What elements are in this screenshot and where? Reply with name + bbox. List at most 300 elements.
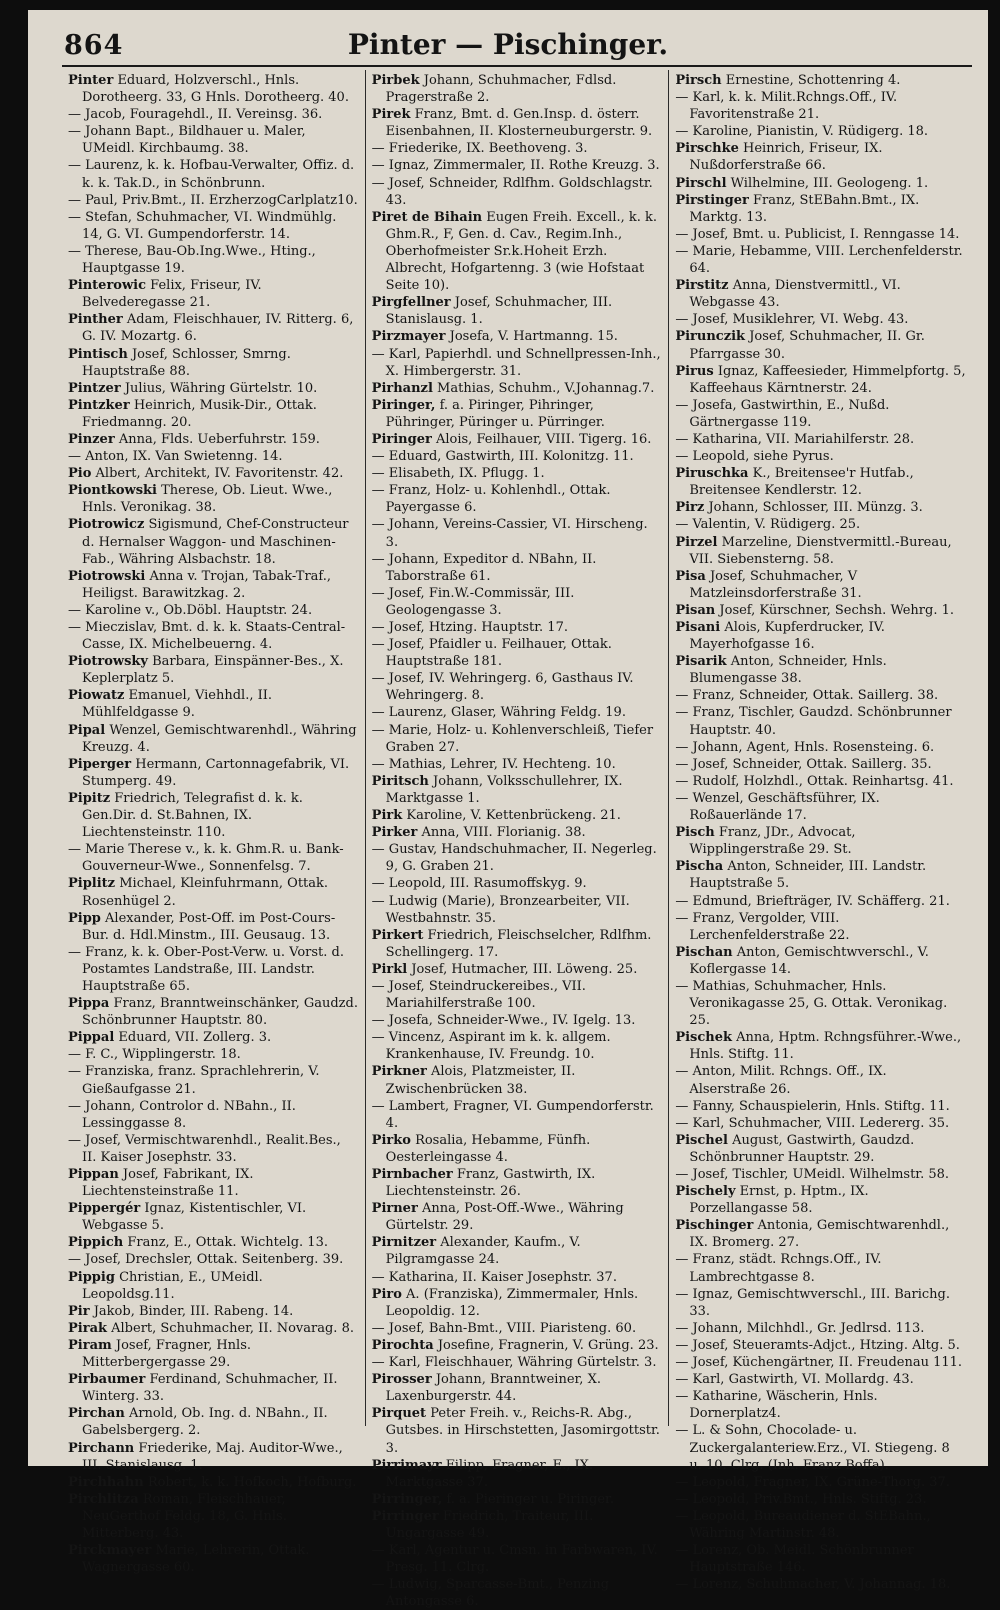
entry-details: f. a. Pieringer u. Piringer. [446,1491,614,1507]
directory-entry [675,1115,966,1132]
entry-details: — Ignaz, Gemischtwverschl., III. Barichg. 33. [675,1286,950,1319]
directory-entry [372,1269,663,1286]
entry-surname: Piplitz [68,876,116,892]
entry-details: Ernst, p. Hptm., IX. Porzellangasse 58. [689,1184,869,1217]
directory-entry [68,1320,359,1337]
entry-details: — Katharina, II. Kaiser Josephstr. 37. [371,1269,617,1285]
entry-surname: Pirkner [371,1064,427,1080]
entry-details: Josef, Schuhmacher, III. Stanislausg. 1. [385,295,613,328]
entry-surname: Pirnitzer [371,1235,437,1251]
directory-entry [675,858,966,892]
entry-details: — Leopold, III. Rasumoffskyg. 9. [371,876,587,892]
directory-entry [372,516,663,550]
entry-surname: Pipal [68,722,106,738]
directory-entry [675,1422,966,1473]
entry-details: Josefa, V. Hartmanng. 15. [449,329,618,345]
entry-surname: Piruschka [675,466,749,482]
directory-entry [68,790,359,841]
entry-details: Albert, Architekt, IV. Favoritenstr. 42. [95,466,344,482]
entry-details: Mathias, Schuhm., V.Johannag.7. [437,380,655,396]
entry-surname: Pippich [68,1235,124,1251]
directory-entry [675,175,966,192]
directory-entry [372,1286,663,1320]
entry-details: — Anton, IX. Van Swietenng. 14. [68,449,283,465]
entry-surname: Pirckmayer [68,1543,152,1559]
directory-entry [372,1029,663,1063]
directory-entry [372,209,663,294]
directory-entry [675,328,966,362]
directory-entry [675,140,966,174]
entry-details: — Mieczislav, Bmt. d. k. k. Staats-Central-Casse, IX. Michelbeuerng. 4. [68,620,346,653]
entry-details: August, Gastwirth, Gaudzd. Schönbrunner Hauptstr. 29. [689,1132,915,1165]
entry-surname: Pisch [675,825,715,841]
entry-details: Ferdinand, Schuhmacher, II. Winterg. 33. [82,1372,338,1405]
entry-surname: Piperger [68,756,132,772]
entry-details: — Josef, Fin.W.-Commissär, III. Geologengasse 3. [371,585,575,618]
directory-entry [68,619,359,653]
directory-entry [675,1183,966,1217]
entry-details: — Johann Bapt., Bildhauer u. Maler, UMeidl. Kirchbaumg. 38. [68,124,306,157]
entry-details: Anna, Hptm. Rchngsführer.-Wwe., Hnls. Stiftg. 11. [689,1030,962,1063]
directory-entry [68,1029,359,1046]
directory-entry [675,226,966,243]
entry-surname: Pirzel [675,534,718,550]
entry-details: Albert, Schuhmacher, II. Novarag. 8. [111,1320,354,1336]
entry-surname: Pirnbacher [371,1167,453,1182]
entry-details: — Mathias, Schuhmacher, Hnls. Veronikagasse 25, G. Ottak. Veronikag. 25. [675,978,948,1029]
directory-entry [372,106,663,140]
entry-details: Friedrich, Traiteur, III. Ungargasse 49. [385,1508,594,1541]
entry-details: — Karl, Fleischhauer, Währing Gürtelstr. 3. [371,1355,657,1371]
directory-entry [372,1320,663,1337]
entry-surname: Pippa [68,996,110,1012]
directory-entry [68,1166,359,1200]
directory-entry [68,397,359,431]
directory-entry [675,192,966,226]
page-header [28,20,988,70]
entry-details: Johann, Volksschullehrer, IX. Marktgasse 1. [385,773,623,806]
directory-entry [68,944,359,995]
entry-surname: Piontkowski [68,483,157,499]
entry-surname: Pirker [371,825,418,841]
entry-surname: Pischinger [675,1218,754,1234]
entry-details: Franz, Gastwirth, IX. Liechtensteinstr. 26. [385,1167,596,1200]
entry-surname: Piret de Bihain [371,209,483,225]
directory-entry [675,397,966,431]
directory-entry [675,448,966,465]
entry-details: — Ludwig (Marie), Bronzearbeiter, VII. Westbahnstr. 35. [371,893,630,926]
entry-details: — Laurenz, Glaser, Währing Feldg. 19. [371,705,626,721]
directory-column-1 [62,70,365,1576]
entry-surname: Pischek [675,1030,733,1046]
directory-entry [68,568,359,602]
entry-details: Alois, Kupferdrucker, IV. Mayerhofgasse 16. [689,620,885,653]
entry-surname: Pirschl [675,175,727,191]
entry-details: — Eduard, Gastwirth, III. Kolonitzg. 11. [371,449,634,465]
entry-surname: Pippergér [68,1201,141,1217]
entry-details: — Katharine, Wäscherin, Hnls. Dornerplatz4. [675,1389,878,1422]
entry-details: — F. C., Wipplingerstr. 18. [68,1047,241,1063]
entry-details: — Stefan, Schuhmacher, VI. Windmühlg. 14, G. VI. Gumpendorferstr. 14. [68,209,337,242]
directory-entry [68,1269,359,1303]
directory-entry [675,910,966,944]
directory-entry [68,516,359,567]
directory-entry [675,89,966,123]
entry-surname: Pirner [371,1201,418,1217]
directory-entry [372,175,663,209]
entry-details: Anton, Gemischtwverschl., V. Koflergasse 14. [689,944,929,977]
directory-entry [372,1098,663,1132]
directory-entry [372,1234,663,1268]
entry-surname: Pirschke [675,141,739,157]
entry-surname: Pirchhahn [68,1474,144,1490]
entry-surname: Pisarik [675,654,727,670]
directory-entry [675,1063,966,1097]
directory-entry [675,1354,966,1371]
entry-surname: Pirchlitza [68,1491,139,1507]
directory-columns [62,70,972,1610]
directory-entry [68,1474,359,1491]
entry-details: Robert, k. k. Hofkoch, Hofburg. [147,1474,357,1490]
entry-details: Anton, Schneider, III. Landstr. Hauptstraße 5. [689,859,927,892]
directory-entry [372,1508,663,1542]
directory-page [28,10,988,1610]
directory-entry [372,585,663,619]
entry-surname: Pirquet [371,1406,427,1422]
directory-entry [372,294,663,328]
entry-surname: Pirringer, [371,1491,443,1507]
directory-entry [372,431,663,448]
directory-entry [68,243,359,277]
directory-entry [372,670,663,704]
directory-entry [68,653,359,687]
directory-entry [372,482,663,516]
directory-column-3 [668,70,972,1593]
directory-entry [675,499,966,516]
directory-entry [675,1474,966,1491]
directory-entry [68,380,359,397]
entry-details: — Josef, Htzing. Hauptstr. 17. [371,620,568,635]
entry-details: — Marie, Holz- u. Kohlenverschleiß, Tiefer Graben 27. [371,722,654,755]
entry-details: — Marie, Hebamme, VIII. Lerchenfelderstr. 64. [675,243,963,277]
entry-surname: Pischel [675,1132,728,1148]
directory-entry [372,1063,663,1097]
entry-details: Alexander, Kaufm., V. Pilgramgasse 24. [385,1235,581,1268]
entry-surname: Piro [371,1286,402,1302]
entry-details: — Josef, Drechsler, Ottak. Seitenberg. 39. [68,1252,344,1268]
directory-entry [675,653,966,687]
entry-details: — Karl, Papierhdl. und Schnellpressen-Inh., X. Himbergerstr. 31. [371,346,661,379]
entry-details: Ignaz, Kistentischler, VI. Webgasse 5. [82,1201,307,1234]
entry-surname: Pipp [68,910,101,926]
entry-details: — Josef, Musiklehrer, VI. Webg. 43. [675,312,909,328]
directory-entry [68,72,359,106]
directory-entry [675,243,966,277]
entry-surname: Pio [68,466,92,482]
entry-surname: Pintisch [68,346,128,362]
entry-surname: Pisa [675,568,706,584]
entry-details: Franz, Bmt. d. Gen.Insp. d. österr. Eisenbahnen, II. Klosterneuburgerstr. 9. [385,107,653,140]
directory-entry [675,1217,966,1251]
entry-details: Johann, Schuhmacher, Fdlsd. Pragerstraße 2. [385,73,617,106]
directory-entry [675,824,966,858]
directory-entry [68,482,359,516]
directory-entry [675,704,966,738]
entry-details: Friedrich, Telegrafist d. k. k. Gen.Dir. d. St.Bahnen, IX. Liechtensteinstr. 110. [82,790,303,841]
entry-surname: Piotrowsky [68,654,148,670]
entry-surname: Pirzmayer [371,329,446,345]
directory-entry [68,277,359,311]
entry-details: — Leopold, Bureaudiener d. StEBahn., Währing Martinstr. 48. [675,1508,931,1541]
entry-details: — Josef, Pfaidler u. Feilhauer, Ottak. Hauptstraße 181. [371,637,612,670]
entry-details: — Fanny, Schauspielerin, Hnls. Stiftg. 11. [675,1098,950,1114]
entry-details: — Ignaz, Zimmermaler, II. Rothe Kreuzg. 3. [371,158,660,174]
entry-details: — Ludwig, Sparcasse-Bmt., Penzing Antongasse 6. [371,1577,610,1610]
directory-entry [68,1132,359,1166]
entry-details: K., Breitensee'r Hutfab., Breitensee Kendlerstr. 12. [689,466,914,499]
entry-details: — Josef, Steindruckereibes., VII. Mariahilferstraße 100. [371,978,586,1012]
entry-surname: Piritsch [371,773,429,789]
entry-details: — Franz, Tischler, Gaudzd. Schönbrunner Hauptstr. 40. [675,705,952,738]
entry-details: — Mathias, Lehrer, IV. Hechteng. 10. [371,756,616,772]
entry-surname: Pirak [68,1320,107,1336]
entry-surname: Pirsch [675,73,722,88]
entry-surname: Piringer [371,431,432,447]
entry-surname: Pirosser [371,1372,432,1388]
directory-entry [372,1371,663,1405]
entry-details: — Josef, Vermischtwarenhdl., Realit.Bes., II. Kaiser Josephstr. 33. [68,1132,341,1165]
entry-details: — Josef, Bmt. u. Publicist, I. Renngasse 14. [675,226,960,242]
entry-surname: Pirchan [68,1406,125,1422]
entry-details: Johann, Schlosser, III. Münzg. 3. [708,500,923,516]
directory-entry [68,756,359,790]
entry-details: Barbara, Einspänner-Bes., X. Keplerplatz 5. [82,654,344,687]
directory-entry [68,1303,359,1320]
directory-entry [372,619,663,636]
directory-entry [68,1491,359,1542]
directory-entry [675,431,966,448]
directory-entry [675,602,966,619]
directory-entry [372,448,663,465]
directory-entry [372,328,663,345]
entry-details: Roman, Fleischhauer, NeuGerthof Feldg. 18, G. Hnls. Mitterberg. 43. [82,1491,287,1541]
directory-entry [675,534,966,568]
directory-entry [675,72,966,89]
entry-surname: Piram [68,1337,112,1353]
directory-entry [372,1542,663,1576]
directory-entry [675,1029,966,1063]
entry-details: — Franziska, franz. Sprachlehrerin, V. Gießaufgasse 21. [68,1064,320,1097]
directory-entry [68,157,359,191]
entry-details: Josef, Schuhmacher, V Matzleinsdorferstraße 31. [689,568,862,601]
entry-surname: Pirek [371,107,411,123]
directory-entry [68,1440,359,1474]
entry-details: Alexander, Post-Off. im Post-Cours-Bur. d. Hdl.Minstm., III. Geusaug. 13. [82,910,336,943]
directory-entry [68,1371,359,1405]
entry-details: Josef, Schuhmacher, II. Gr. Pfarrgasse 30. [689,329,925,362]
directory-entry [68,1063,359,1097]
directory-entry [372,1457,663,1491]
directory-entry [675,465,966,499]
directory-entry [675,1542,966,1576]
directory-entry [68,465,359,482]
directory-entry [372,961,663,978]
directory-entry [675,773,966,790]
entry-details: — Paul, Priv.Bmt., II. ErzherzogCarlplatz10. [68,192,358,208]
directory-entry [68,1405,359,1439]
directory-entry [675,277,966,311]
entry-surname: Pischan [675,944,733,960]
entry-details: Julius, Währing Gürtelstr. 10. [124,380,318,396]
entry-surname: Pirhanzl [371,380,433,396]
entry-details: — Franz, Schneider, Ottak. Saillerg. 38. [675,688,939,704]
directory-entry [68,875,359,909]
entry-surname: Pir [68,1303,90,1319]
entry-surname: Pippig [68,1269,115,1285]
entry-surname: Pirunczik [675,329,746,345]
entry-details: Therese, Ob. Lieut. Wwe., Hnls. Veronikag. 38. [82,483,333,516]
directory-entry [675,687,966,704]
entry-surname: Pirochta [371,1337,434,1353]
entry-details: Anna, Flds. Ueberfuhrstr. 159. [118,431,320,447]
directory-entry [675,568,966,602]
directory-entry [68,722,359,756]
directory-entry [68,687,359,721]
directory-entry [675,1576,966,1593]
entry-surname: Pirus [675,363,714,379]
entry-details: — Franz, städt. Rchngs.Off., IV. Lambrechtgasse 8. [675,1252,882,1285]
entry-details: — Laurenz, k. k. Hofbau-Verwalter, Offiz. d. k. k. Tak.D., in Schönbrunn. [68,158,355,191]
directory-entry [675,1251,966,1285]
directory-entry [372,551,663,585]
directory-entry [68,346,359,380]
directory-entry [68,209,359,243]
directory-entry [68,311,359,345]
directory-entry [675,1508,966,1542]
entry-surname: Pischa [675,859,724,875]
entry-details: — Leopold, siehe Pyrus. [675,449,834,465]
directory-entry [68,1337,359,1371]
entry-surname: Pirringer [371,1508,439,1524]
directory-entry [372,1012,663,1029]
entry-details: Anna, VIII. Florianig. 38. [421,825,586,841]
entry-details: — Johann, Expeditor d. NBahn, II. Taborstraße 61. [371,551,597,584]
directory-entry [675,1371,966,1388]
directory-entry [372,72,663,106]
directory-entry [675,516,966,533]
entry-details: — Josef, Schneider, Ottak. Saillerg. 35. [675,756,932,772]
entry-surname: Pippan [68,1167,119,1182]
entry-details: — Josefa, Gastwirthin, E., Nußd. Gärtnergasse 119. [675,397,890,430]
entry-surname: Piringer, [371,397,436,413]
entry-details: Eduard, VII. Zollerg. 3. [118,1030,272,1046]
entry-details: Johann, Branntweiner, X. Laxenburgerstr. 44. [385,1372,601,1405]
entry-details: Michael, Kleinfuhrmann, Ottak. Rosenhügel 2. [82,876,329,909]
entry-details: Adam, Fleischhauer, IV. Ritterg. 6, G. IV. Mozartg. 6. [82,312,354,345]
directory-entry [68,1251,359,1268]
entry-details: — Karl, k. k. Milit.Rchngs.Off., IV. Favoritenstraße 21. [675,90,898,123]
entry-surname: Pirstinger [675,192,749,208]
directory-entry [675,1320,966,1337]
entry-details: Ernestine, Schottenring 4. [725,73,901,88]
entry-details: — Therese, Bau-Ob.Ing.Wwe., Hting., Hauptgasse 19. [68,243,316,277]
entry-details: — Karl, Gastwirth, VI. Mollardg. 43. [675,1372,914,1388]
directory-entry [68,995,359,1029]
entry-surname: Pisani [675,620,721,635]
entry-surname: Pirkert [371,927,424,943]
directory-entry [372,1200,663,1234]
directory-entry [675,1098,966,1115]
directory-entry [372,1354,663,1371]
entry-surname: Piotrowski [68,568,146,584]
entry-surname: Pisan [675,602,716,618]
entry-details: Hermann, Cartonnagefabrik, VI. Stumperg. 49. [82,756,350,789]
directory-entry [68,910,359,944]
directory-entry [675,1388,966,1422]
directory-entry [372,1576,663,1610]
directory-entry [372,636,663,670]
entry-surname: Pinter [68,73,114,88]
entry-details: — Josef, IV. Wehringerg. 6, Gasthaus IV. Wehringerg. 8. [371,671,634,704]
entry-details: — Rudolf, Holzhdl., Ottak. Reinhartsg. 41. [675,773,954,789]
directory-entry [372,1491,663,1508]
directory-entry [372,756,663,773]
directory-entry [675,739,966,756]
entry-details: Anna v. Trojan, Tabak-Traf., Heiligst. Barawitzkag. 2. [82,568,332,601]
entry-surname: Piowatz [68,688,125,704]
directory-entry [68,1098,359,1132]
entry-details: — Johann, Agent, Hnls. Rosensteing. 6. [675,739,935,755]
directory-entry [68,602,359,619]
directory-entry [675,790,966,824]
entry-details: — Valentin, V. Rüdigerg. 25. [675,517,861,533]
entry-details: — Josef, Tischler, UMeidl. Wilhelmstr. 58. [675,1167,950,1182]
entry-details: — Karl, Schuhmacher, VIII. Ledererg. 35. [675,1115,950,1131]
directory-entry [372,841,663,875]
directory-entry [675,363,966,397]
directory-entry [68,1200,359,1234]
entry-details: Heinrich, Musik-Dir., Ottak. Friedmanng. 20. [82,397,317,430]
entry-details: Eduard, Holzverschl., Hnls. Dorotheerg. 33, G Hnls. Dorotheerg. 40. [82,73,349,106]
directory-entry [372,397,663,431]
running-head: Pinter — Pischinger. [347,28,669,61]
entry-details: — Edmund, Briefträger, IV. Schäfferg. 21. [675,893,950,909]
entry-details: — Josef, Steueramts-Adjct., Htzing. Altg. 5. [675,1337,960,1353]
entry-details: — Gustav, Handschuhmacher, II. Negerleg. 9, G. Graben 21. [371,842,657,875]
entry-surname: Pirko [371,1132,411,1148]
entry-details: Arnold, Ob. Ing. d. NBahn., II. Gabelsbergerg. 2. [82,1406,328,1439]
entry-details: — Karl, Agentur u. Cmsn. in Farbwaren, IV. Presg. 11. Clrg. [371,1543,658,1576]
entry-surname: Pirk [371,808,403,824]
entry-details: — Josef, Bahn-Bmt., VIII. Piaristeng. 60. [371,1320,637,1336]
entry-details: — Josef, Schneider, Rdlfhm. Goldschlagstr. 43. [371,175,653,208]
entry-surname: Pirrimayr [371,1457,442,1473]
page-number: 864 [64,30,124,61]
entry-details: Christian, E., UMeidl. Leopoldsg.11. [82,1269,263,1302]
directory-entry [372,140,663,157]
directory-entry [675,123,966,140]
entry-details: Filipp, Fragner, E., IX. Marktgasse 37. [385,1457,593,1490]
directory-entry [372,807,663,824]
directory-entry [372,1405,663,1456]
directory-entry [372,722,663,756]
entry-details: — Marie Therese v., k. k. Ghm.R. u. Bank-Gouverneur-Wwe., Sonnenfelsg. 7. [68,842,344,875]
directory-entry [68,1542,359,1576]
directory-entry [372,157,663,174]
entry-details: — Lorenz, Schuhmacher, V. Johannag. 18. [675,1577,951,1593]
entry-details: — Johann, Vereins-Cassier, VI. Hirscheng. 3. [371,517,648,550]
directory-entry [372,1132,663,1166]
